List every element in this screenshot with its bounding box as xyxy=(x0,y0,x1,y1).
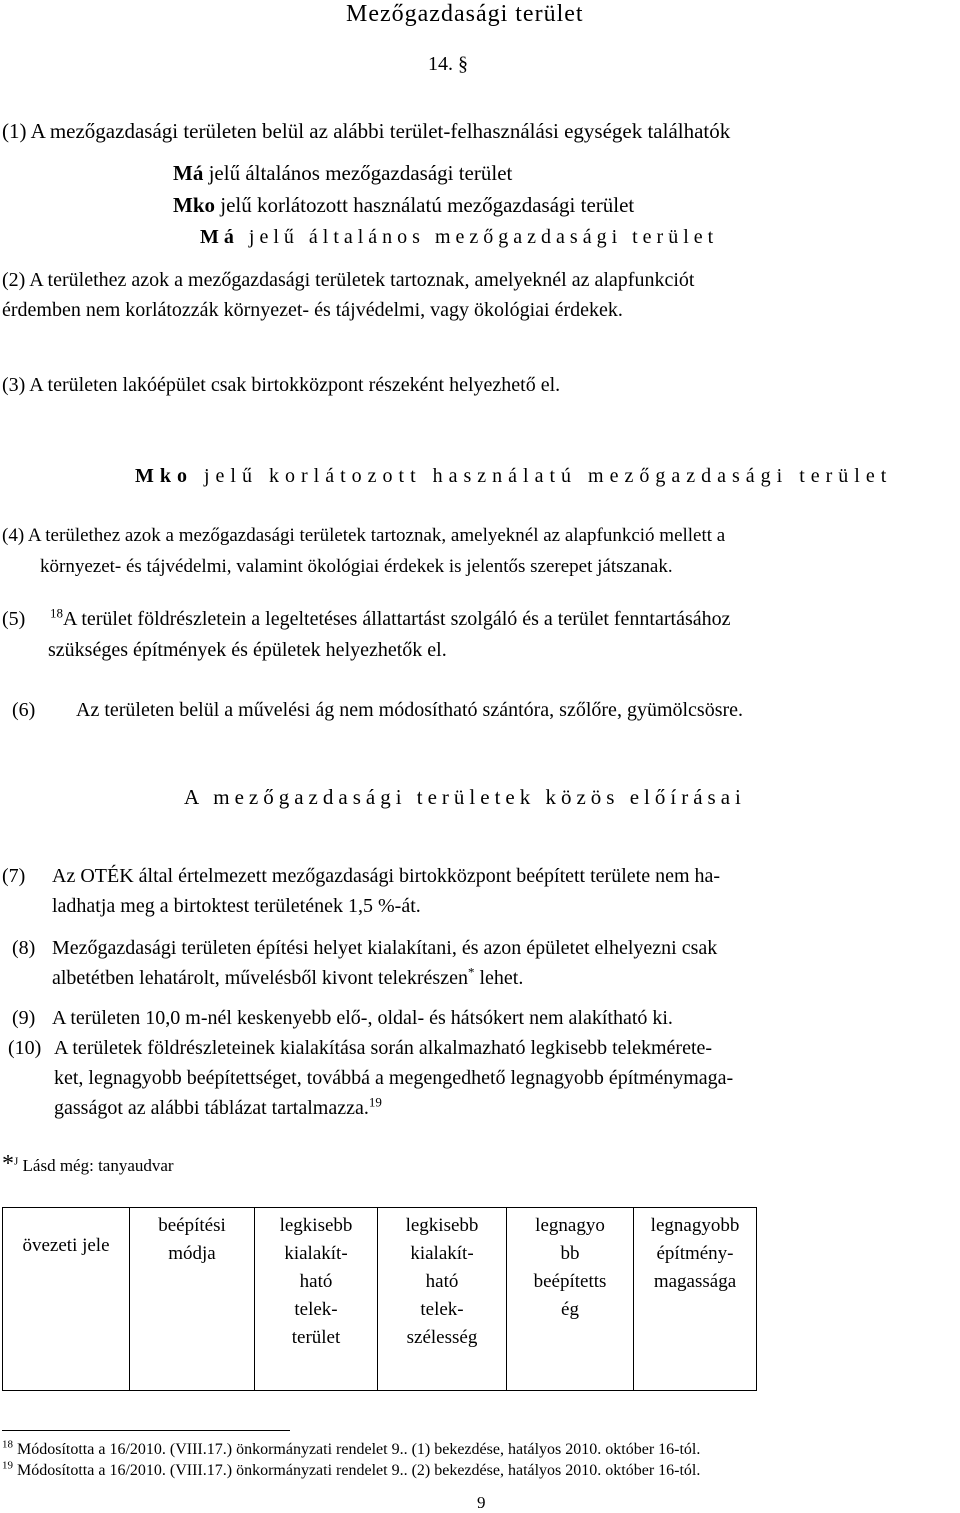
asterisk-icon: * xyxy=(2,1151,14,1177)
paragraph-10-line-2: ket, legnagyobb beépítettséget, továbbá a megengedhető legnagyobb építménymaga- xyxy=(54,1067,734,1089)
paragraph-10-line-3: gasságot az alábbi táblázat tartalmazza.$^{19}$ xyxy=(54,1094,382,1119)
paragraph-9-text: A területen 10,0 m-nél keskenyebb elő-, oldal- és hátsókert nem alakítható ki. xyxy=(52,1007,673,1029)
paragraph-2-line-2: érdemben nem korlátozzák környezet- és tájvédelmi, vagy ökológiai érdekek. xyxy=(2,299,623,321)
table-header-row xyxy=(3,1208,757,1391)
paragraph-8-number: (8) xyxy=(12,937,36,959)
paragraph-2-line-1: (2) A területhez azok a mezőgazdasági területek tartoznak, amelyeknél az alapfunkciót xyxy=(2,269,695,291)
paragraph-1: (1) A mezőgazdasági területen belül az alábbi terület-felhasználási egységek találhatók xyxy=(2,119,731,143)
footnote-ref-19: 19 xyxy=(368,1094,382,1110)
page-number: 9 xyxy=(477,1493,486,1512)
footnote-divider xyxy=(2,1430,290,1431)
footnote-19: $^{19}$ Módosította a 16/2010. (VIII.17.) önkormányzati rendelet 9.. (2) bekezdése, hatályos 2010. október 16-tól. xyxy=(2,1459,701,1479)
footnote-18: $^{18}$ Módosította a 16/2010. (VIII.17.) önkormányzati rendelet 9.. (1) bekezdése, hatályos 2010. október 16-tól. xyxy=(2,1438,701,1458)
paragraph-5-line-1: $^{18}$A terület földrészletein a legeltetéses állattartást szolgáló és a terület fenntartásához xyxy=(50,605,731,630)
asterisk-note-ref: * xyxy=(467,964,475,980)
table-header-cell: legnagyobb építmény- magassága xyxy=(634,1208,757,1391)
paragraph-7-line-2: ladhatja meg a birtoktest területének 1,5 %-át. xyxy=(52,895,421,917)
section-number: 14. § xyxy=(428,53,468,75)
paragraph-9-number: (9) xyxy=(12,1007,36,1029)
paragraph-10-number: (10) xyxy=(8,1037,42,1059)
list-item-mko: Mko jelű korlátozott használatú mezőgazdasági terület xyxy=(173,193,635,217)
paragraph-5-line-2: szükséges építmények és épületek helyezhetők el. xyxy=(48,639,447,661)
footnote-ref-18: 18 xyxy=(50,605,63,621)
list-item-ma: Má jelű általános mezőgazdasági terület xyxy=(173,161,513,185)
subheading-common-rules: A mezőgazdasági területek közös előírásai xyxy=(184,785,746,809)
table-header-cell: övezeti jele xyxy=(3,1208,130,1391)
table-header-cell: legkisebb kialakít- ható telek- szélesség xyxy=(378,1208,507,1391)
table-header-cell: legnagyo bb beépítetts ég xyxy=(507,1208,634,1391)
table-header-cell: legkisebb kialakít- ható telek- terület xyxy=(255,1208,378,1391)
table-header-cell: beépítési módja xyxy=(130,1208,255,1391)
paragraph-8-line-2: albetétben lehatárolt, művelésből kivont telekrészen* lehet. xyxy=(52,964,524,989)
tanyaudvar-note: *$^J$ Lásd még: tanyaudvar xyxy=(2,1151,174,1177)
paragraph-4-line-1: (4) A területhez azok a mezőgazdasági területek tartoznak, amelyeknél az alapfunkció mellett a xyxy=(2,525,726,546)
paragraph-8-line-1: Mezőgazdasági területen építési helyet kialakítani, és azon épületet elhelyezni csak xyxy=(52,937,718,959)
paragraph-3: (3) A területen lakóépület csak birtokközpont részeként helyezhető el. xyxy=(2,374,561,396)
paragraph-4-line-2: környezet- és tájvédelmi, valamint ökológiai érdekek is jelentős szerepet játszanak. xyxy=(40,556,673,577)
paragraph-5-number: (5) xyxy=(2,608,26,630)
paragraph-10-line-1: A területek földrészleteinek kialakítása során alkalmazható legkisebb telekmérete- xyxy=(54,1037,713,1059)
subheading-ma: Má jelű általános mezőgazdasági terület xyxy=(200,226,719,248)
paragraph-6-number: (6) xyxy=(12,699,36,721)
page-title: Mezőgazdasági terület xyxy=(346,1,584,27)
paragraph-7-number: (7) xyxy=(2,865,26,887)
subheading-mko: Mko jelű korlátozott használatú mezőgazdasági terület xyxy=(135,465,893,487)
paragraph-7-line-1: Az OTÉK által értelmezett mezőgazdasági birtokközpont beépített területe nem ha- xyxy=(52,865,721,887)
zoning-parameters-table xyxy=(2,1207,757,1391)
paragraph-6-text: Az területen belül a művelési ág nem módosítható szántóra, szőlőre, gyümölcsösre. xyxy=(76,699,744,721)
